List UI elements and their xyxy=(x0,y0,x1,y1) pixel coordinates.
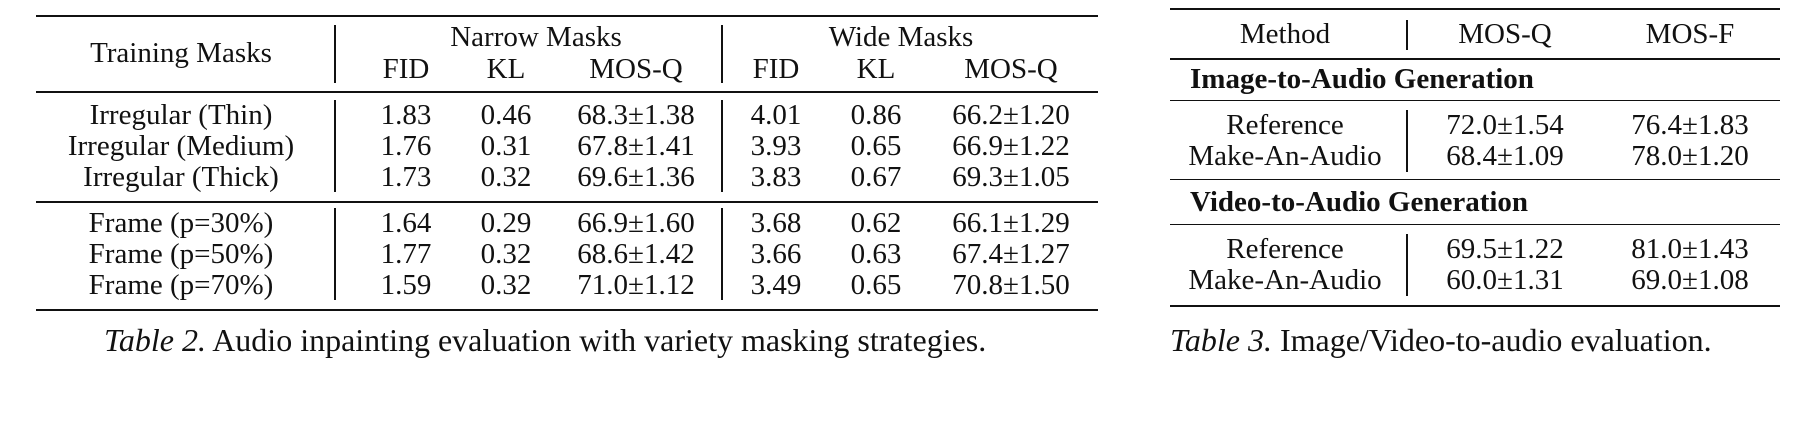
cell-mosq-narrow: 66.9±1.60 xyxy=(577,207,695,239)
header-rule xyxy=(36,91,1098,93)
header-col-fid-narrow: FID xyxy=(382,53,430,85)
table-2 xyxy=(36,0,1098,431)
cell-mos-f: 76.4±1.83 xyxy=(1631,109,1749,141)
cell-fid-wide: 3.93 xyxy=(750,130,802,162)
row-label: Irregular (Thick) xyxy=(83,161,279,193)
cell-fid-narrow: 1.73 xyxy=(380,161,432,193)
cell-fid-wide: 3.49 xyxy=(750,269,802,301)
cell-kl-narrow: 0.31 xyxy=(480,130,532,162)
row-label: Reference xyxy=(1226,109,1344,141)
cell-mosq-narrow: 69.6±1.36 xyxy=(577,161,695,193)
top-rule xyxy=(1170,8,1780,10)
vrule-method xyxy=(1406,234,1408,296)
cell-kl-wide: 0.65 xyxy=(850,269,902,301)
cell-kl-wide: 0.67 xyxy=(850,161,902,193)
cell-fid-wide: 3.66 xyxy=(750,238,802,270)
header-col-mosq-wide: MOS-Q xyxy=(964,53,1058,85)
header-col-kl-narrow: KL xyxy=(486,53,526,85)
vrule-narrow-wide xyxy=(721,100,723,192)
header-narrow-masks: Narrow Masks xyxy=(450,21,622,53)
cell-kl-narrow: 0.46 xyxy=(480,99,532,131)
caption-label: Table 3. xyxy=(1170,322,1272,358)
cell-fid-narrow: 1.83 xyxy=(380,99,432,131)
group-rule xyxy=(36,201,1098,203)
cell-mos-f: 81.0±1.43 xyxy=(1631,233,1749,265)
cell-fid-wide: 3.68 xyxy=(750,207,802,239)
bottom-rule xyxy=(36,309,1098,311)
row-label: Make-An-Audio xyxy=(1188,140,1382,172)
vrule-narrow-wide xyxy=(721,25,723,83)
cell-mosq-wide: 67.4±1.27 xyxy=(952,238,1070,270)
cell-kl-wide: 0.62 xyxy=(850,207,902,239)
header-mos-q: MOS-Q xyxy=(1458,18,1552,50)
cell-kl-narrow: 0.32 xyxy=(480,238,532,270)
vrule-method xyxy=(1406,20,1408,50)
cell-mosq-narrow: 71.0±1.12 xyxy=(577,269,695,301)
row-label: Make-An-Audio xyxy=(1188,264,1382,296)
vrule-label xyxy=(334,208,336,300)
cell-mos-q: 68.4±1.09 xyxy=(1446,140,1564,172)
cell-kl-wide: 0.65 xyxy=(850,130,902,162)
header-method: Method xyxy=(1239,18,1331,50)
header-wide-masks: Wide Masks xyxy=(828,21,974,53)
vrule-label xyxy=(334,25,336,83)
cell-fid-wide: 3.83 xyxy=(750,161,802,193)
cell-kl-narrow: 0.32 xyxy=(480,269,532,301)
row-label: Irregular (Medium) xyxy=(67,130,295,162)
header-col-fid-wide: FID xyxy=(752,53,800,85)
caption-text: Image/Video-to-audio evaluation. xyxy=(1279,322,1712,358)
cell-mosq-wide: 69.3±1.05 xyxy=(952,161,1070,193)
vrule-method xyxy=(1406,110,1408,172)
section-title-video: Video-to-Audio Generation xyxy=(1190,186,1529,218)
cell-mosq-narrow: 68.3±1.38 xyxy=(577,99,695,131)
cell-fid-narrow: 1.77 xyxy=(380,238,432,270)
vrule-narrow-wide xyxy=(721,208,723,300)
cell-mosq-wide: 66.9±1.22 xyxy=(952,130,1070,162)
cell-kl-narrow: 0.32 xyxy=(480,161,532,193)
cell-mosq-narrow: 68.6±1.42 xyxy=(577,238,695,270)
cell-mos-q: 60.0±1.31 xyxy=(1446,264,1564,296)
cell-kl-narrow: 0.29 xyxy=(480,207,532,239)
cell-mos-f: 78.0±1.20 xyxy=(1631,140,1749,172)
cell-mosq-wide: 70.8±1.50 xyxy=(952,269,1070,301)
row-label: Frame (p=70%) xyxy=(88,269,274,301)
header-mos-f: MOS-F xyxy=(1645,18,1735,50)
header-col-mosq-narrow: MOS-Q xyxy=(589,53,683,85)
cell-fid-wide: 4.01 xyxy=(750,99,802,131)
row-label: Reference xyxy=(1226,233,1344,265)
table-3-caption xyxy=(1170,320,1712,360)
cell-kl-wide: 0.86 xyxy=(850,99,902,131)
cell-mos-q: 69.5±1.22 xyxy=(1446,233,1564,265)
row-label: Frame (p=30%) xyxy=(88,207,274,239)
table-2-caption xyxy=(104,320,986,360)
cell-mosq-wide: 66.1±1.29 xyxy=(952,207,1070,239)
top-rule xyxy=(36,15,1098,17)
cell-fid-narrow: 1.76 xyxy=(380,130,432,162)
section-rule xyxy=(1170,179,1780,180)
header-col-kl-wide: KL xyxy=(856,53,896,85)
cell-mosq-wide: 66.2±1.20 xyxy=(952,99,1070,131)
header-training-masks: Training Masks xyxy=(90,37,272,69)
bottom-rule xyxy=(1170,305,1780,307)
section-title-image: Image-to-Audio Generation xyxy=(1190,63,1534,95)
cell-mosq-narrow: 67.8±1.41 xyxy=(577,130,695,162)
cell-mos-f: 69.0±1.08 xyxy=(1631,264,1749,296)
table-3 xyxy=(1170,0,1780,431)
cell-kl-wide: 0.63 xyxy=(850,238,902,270)
cell-fid-narrow: 1.64 xyxy=(380,207,432,239)
vrule-label xyxy=(334,100,336,192)
caption-label: Table 2. xyxy=(104,322,206,358)
cell-fid-narrow: 1.59 xyxy=(380,269,432,301)
cell-mos-q: 72.0±1.54 xyxy=(1446,109,1564,141)
section-rule xyxy=(1170,100,1780,101)
row-label: Frame (p=50%) xyxy=(88,238,274,270)
section-rule xyxy=(1170,224,1780,225)
row-label: Irregular (Thin) xyxy=(89,99,273,131)
caption-text: Audio inpainting evaluation with variety masking strategies. xyxy=(212,322,987,358)
header-rule xyxy=(1170,58,1780,60)
